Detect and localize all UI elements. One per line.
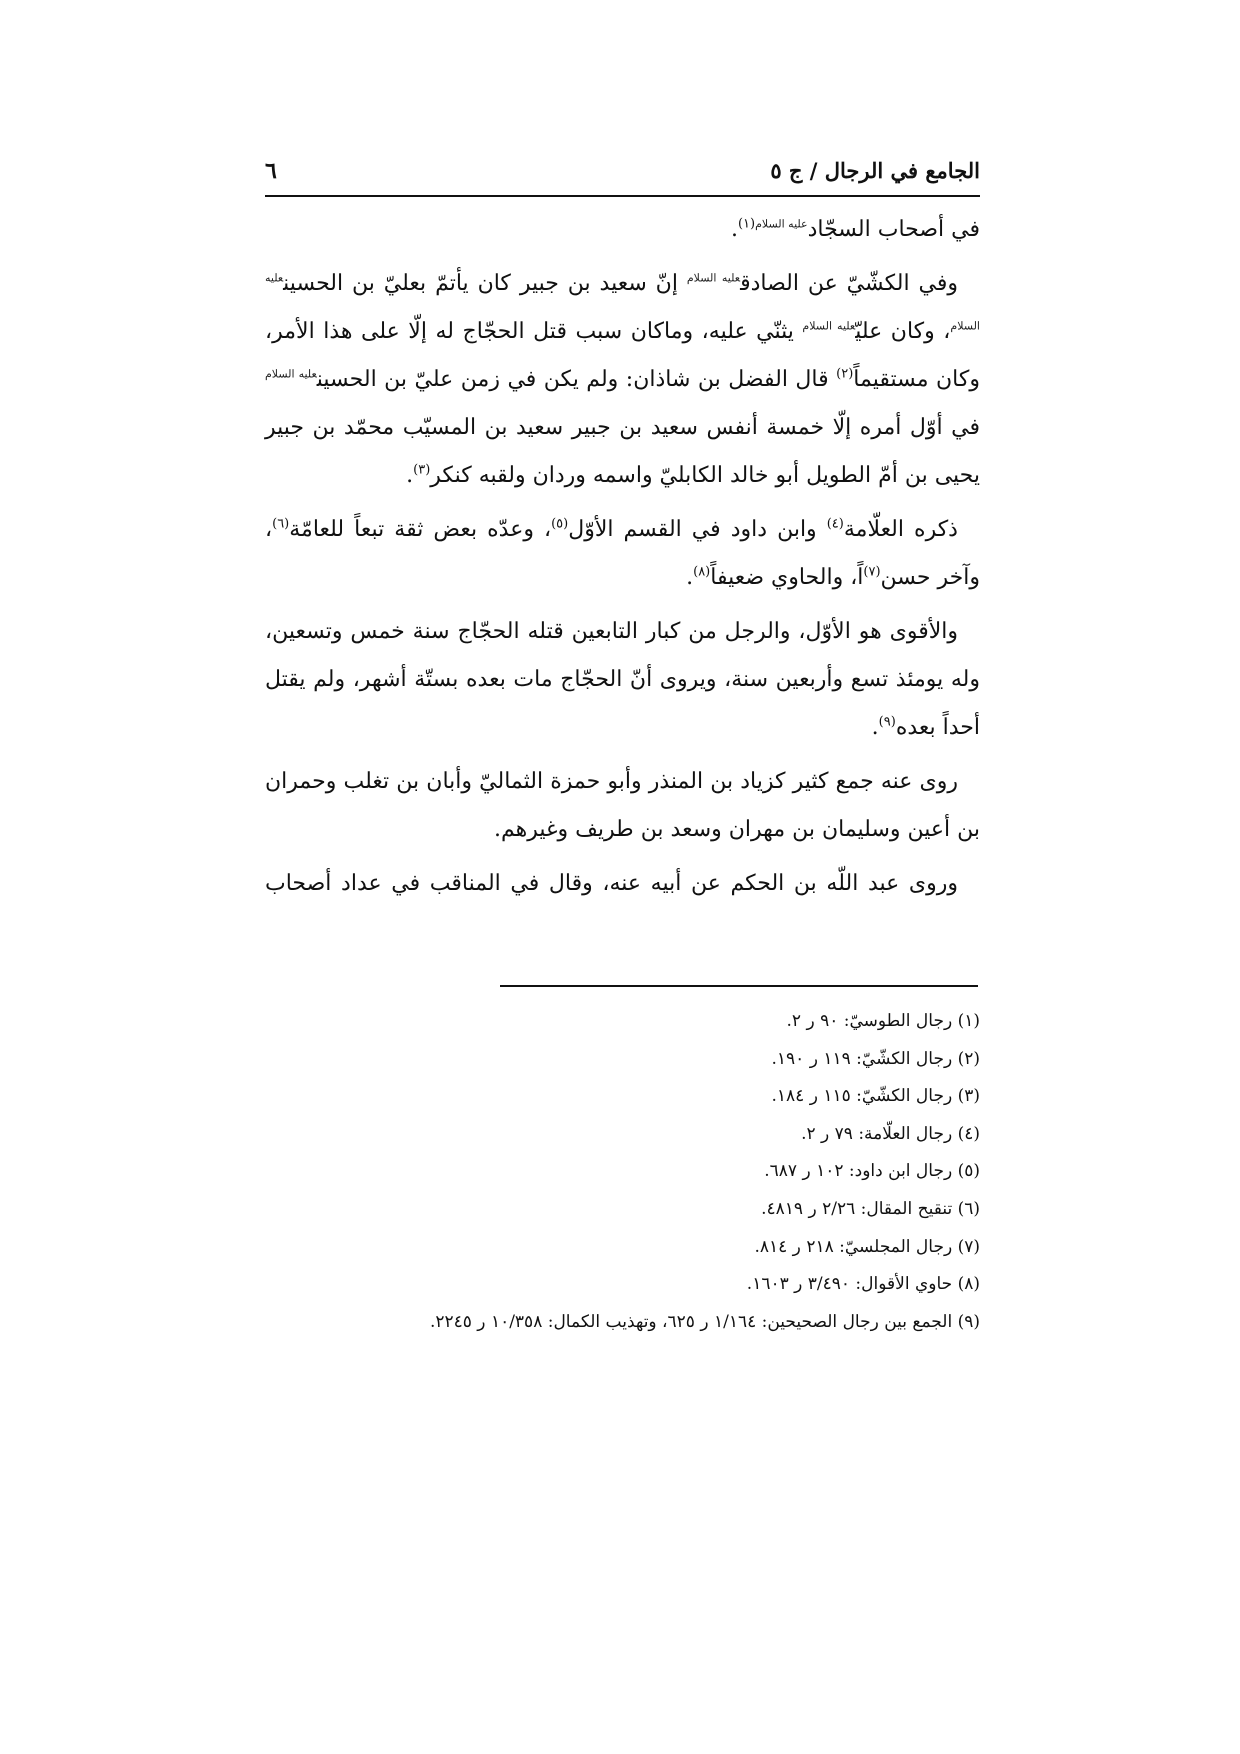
text-run: .: [730, 217, 738, 242]
footnote: (٩) الجمع بين رجال الصحيحين: ١/١٦٤ ر ٦٢٥، وتهذيب الكمال: ١٠/٣٥٨ ر ٢٢٤٥.: [429, 1311, 980, 1332]
honorific-glyph: عليه السلام: [686, 271, 741, 285]
text-run: روى عنه جمع كثير كزياد بن المنذر وأبو حمزة الثماليّ وأبان بن تغلب وحمران بن أعين وسليمان بن مهران وسعد بن طريف وغيرهم.: [265, 769, 980, 842]
text-run: والأقوى هو الأوّل، والرجل من كبار التابعين قتله الحجّاج سنة خمس وتسعين، وله يومئذ تسع وأربعين سنة، ويروى أنّ الحجّاج مات بعده بستّة أشهر، ولم يقتل أحداً بعده: [265, 619, 980, 740]
text-run: وفي الكشّيّ عن الصادق: [740, 271, 958, 296]
paragraph: [265, 608, 980, 752]
footnote: (٦) تنقيح المقال: ٢/٢٦ ر ٤٨١٩.: [761, 1198, 980, 1219]
footnote: (١) رجال الطوسيّ: ٩٠ ر ٢.: [786, 1011, 980, 1031]
honorific-glyph: عليه السلام: [802, 319, 856, 333]
footnote: (٨) حاوي الأقوال: ٣/٤٩٠ ر ١٦٠٣.: [746, 1274, 980, 1295]
text-run: إنّ سعيد بن جبير كان يأتمّ بعليّ بن الحسين: [283, 271, 687, 296]
honorific-glyph: عليه السلام: [265, 271, 980, 333]
footnote: (٣) رجال الكشّيّ: ١١٥ ر ١٨٤.: [771, 1086, 980, 1107]
honorific-glyph: عليه السلام: [265, 367, 317, 381]
text-run: ، وعدّه بعض ثقة تبعاً للعامّة: [289, 517, 552, 542]
paragraph: [265, 758, 980, 854]
text-run: .: [406, 463, 414, 488]
text-run: .: [871, 715, 879, 740]
footnote-ref[interactable]: (٩): [878, 714, 896, 730]
text-run: يثنّي عليه، وماكان سبب قتل الحجّاج له إلّا على هذا الأمر، وكان مستقيماً: [265, 319, 980, 392]
paragraph: [265, 206, 980, 254]
header-rule: [265, 195, 980, 197]
text-run: ، وكان عليّ: [855, 319, 951, 344]
text-run: قال الفضل بن شاذان: ولم يكن في زمن عليّ بن الحسين: [316, 367, 837, 392]
paragraph: [265, 506, 980, 602]
page-number: ٦: [265, 158, 277, 184]
text-run: وروى عبد اللّه بن الحكم عن أبيه عنه، وقال في المناقب في عداد أصحاب: [265, 871, 958, 896]
book-title: الجامع في الرجال / ج ٥: [770, 158, 980, 183]
footnotes: [300, 1003, 980, 1341]
footnote-ref[interactable]: (٢): [836, 366, 854, 382]
footnote: (٧) رجال المجلسيّ: ٢١٨ ر ٨١٤.: [754, 1236, 980, 1257]
paragraph: [265, 260, 980, 500]
footnote: (٢) رجال الكشّيّ: ١١٩ ر ١٩٠.: [771, 1048, 980, 1069]
text-run: في أصحاب السجّاد: [807, 217, 980, 242]
text-run: .: [686, 565, 694, 590]
paragraph: [265, 860, 980, 908]
text-run: ، وآخر حسن: [265, 517, 980, 590]
footnote: (٥) رجال ابن داود: ١٠٢ ر ٦٨٧.: [764, 1161, 980, 1182]
footnote-ref[interactable]: (٨): [693, 564, 711, 580]
footnote: (٤) رجال العلّامة: ٧٩ ر ٢.: [801, 1123, 980, 1144]
text-run: اً، والحاوي ضعيفاً: [710, 565, 864, 590]
honorific-glyph: عليه السلام: [755, 217, 808, 231]
running-header: [265, 150, 980, 190]
text-run: وابن داود في القسم الأوّل: [568, 517, 827, 542]
footnote-ref[interactable]: (٦): [272, 516, 290, 532]
text-run: ذكره العلّامة: [843, 517, 958, 542]
footnote-separator: [500, 985, 978, 987]
footnote-ref[interactable]: (٧): [863, 564, 881, 580]
footnote-ref[interactable]: (١): [737, 216, 756, 232]
text-run: في أوّل أمره إلّا خمسة أنفس سعيد بن جبير سعيد بن المسيّب محمّد بن جبير يحيى بن أمّ الطويل أبو خالد الكابليّ واسمه وردان ولقبه كنكر: [265, 415, 980, 488]
footnote-ref[interactable]: (٥): [551, 516, 569, 532]
footnote-ref[interactable]: (٣): [413, 462, 431, 478]
main-text: [265, 206, 980, 914]
footnote-ref[interactable]: (٤): [826, 516, 844, 532]
